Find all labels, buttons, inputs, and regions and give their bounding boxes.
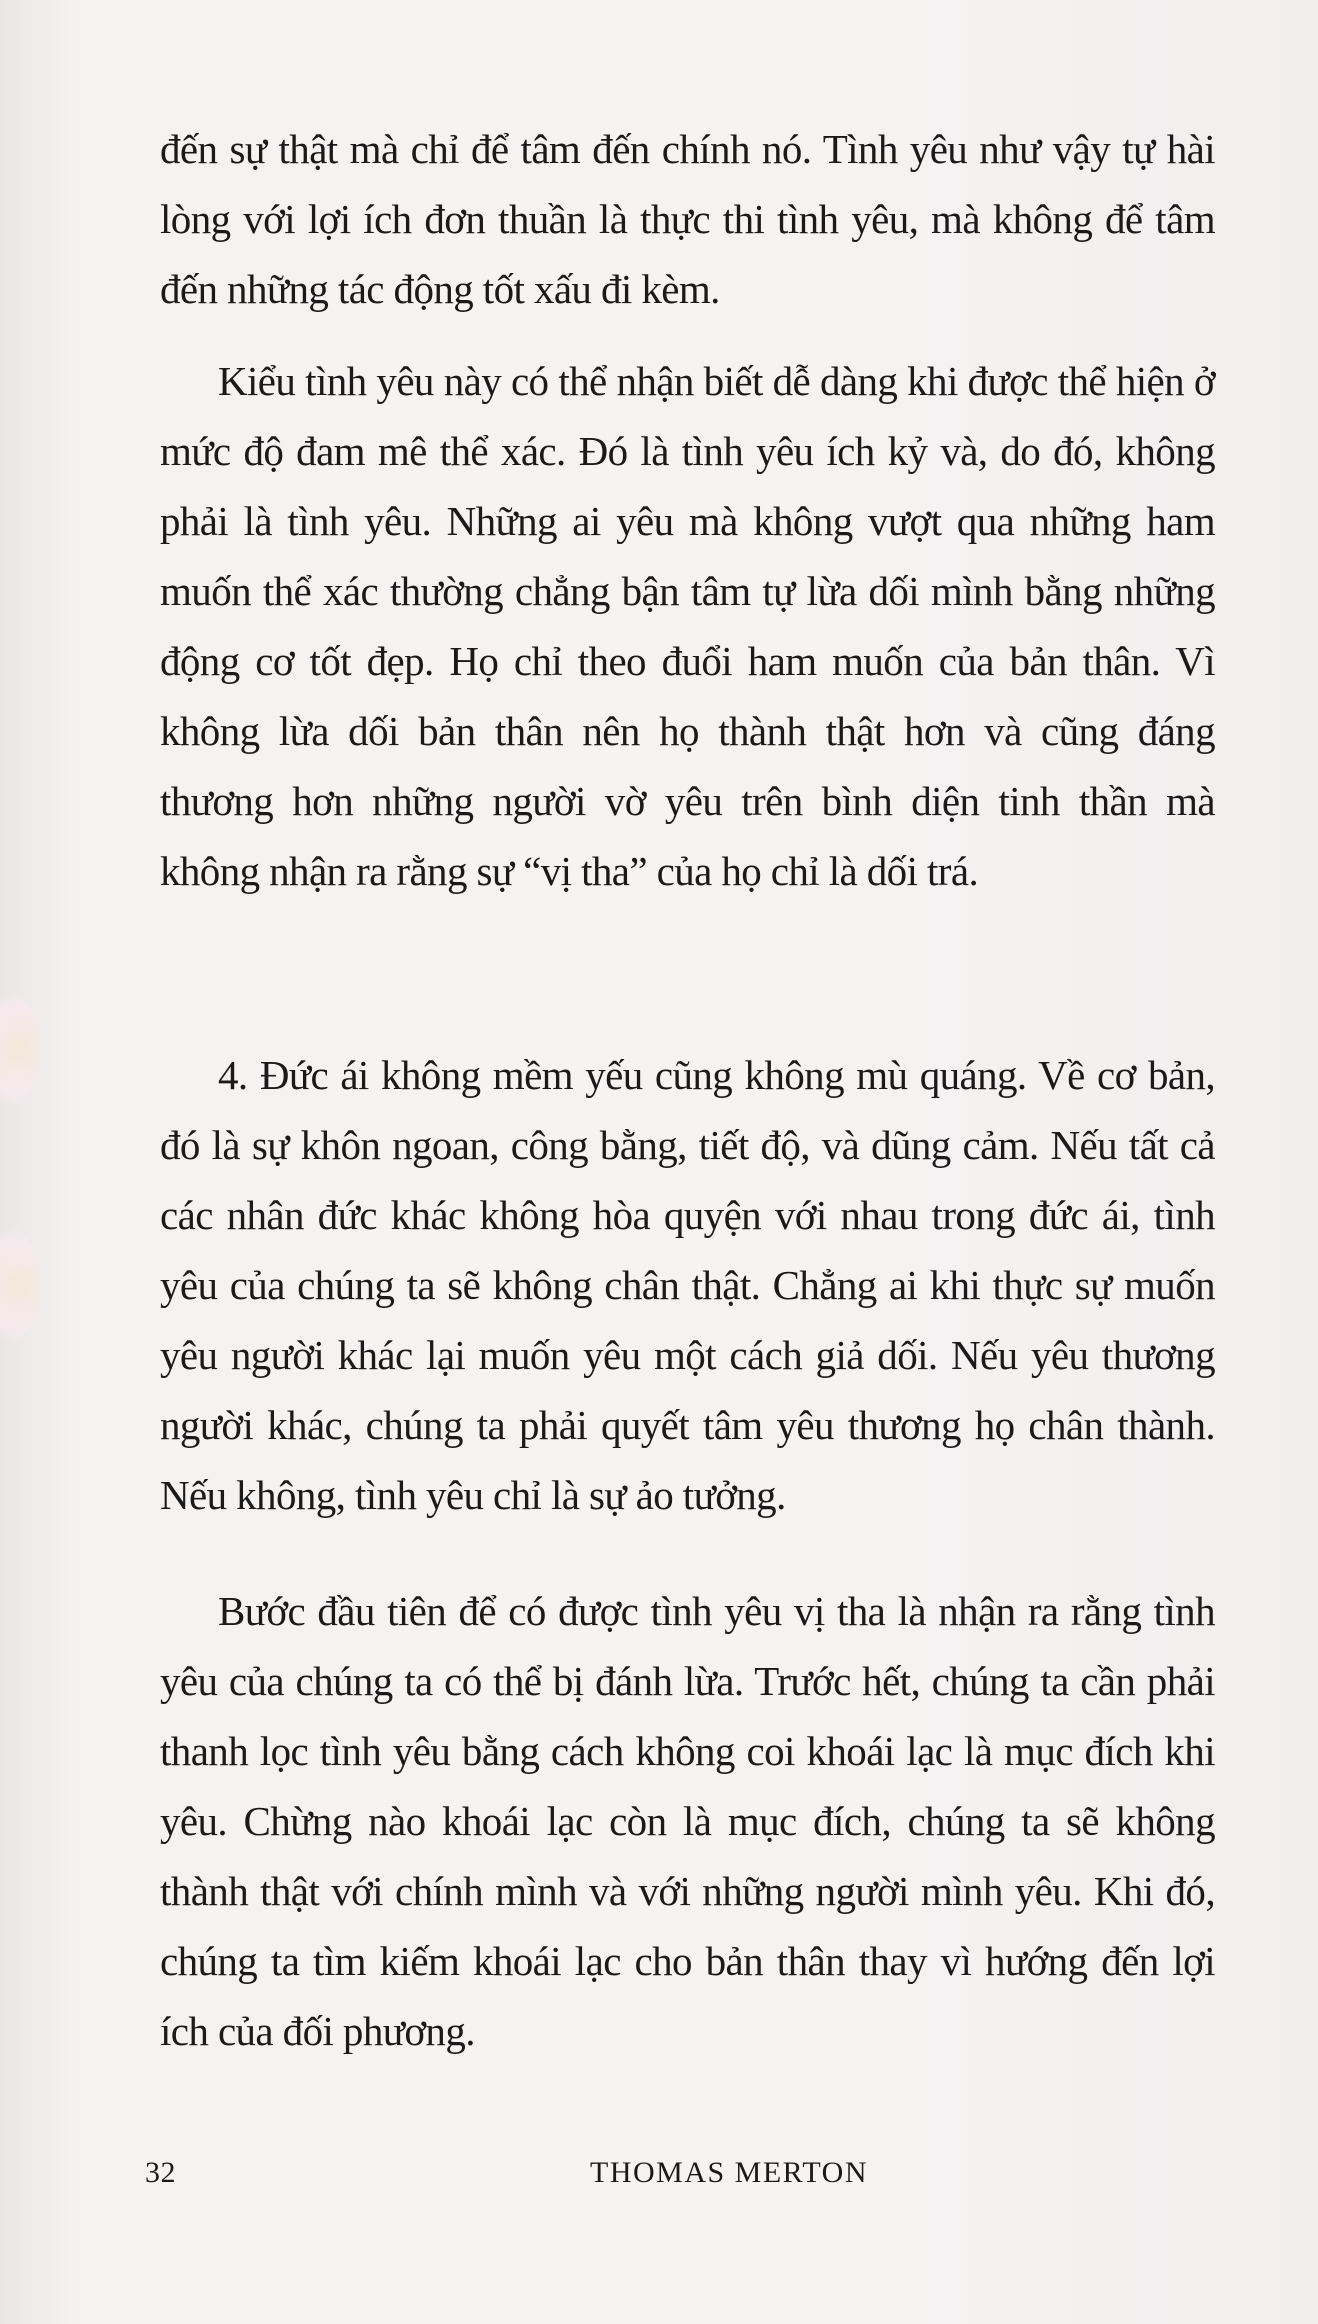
- page-number: 32: [145, 2156, 176, 2189]
- page-footer: [145, 2156, 1205, 2196]
- paragraph-first-step: [160, 1576, 1215, 2066]
- page-edge-stain: [0, 990, 40, 1110]
- paragraph-continuation: [160, 114, 1215, 324]
- paragraph-selfish-love: [160, 346, 1215, 906]
- paragraph-text: đến sự thật mà chỉ để tâm đến chính nó. Tình yêu như vậy tự hài lòng với lợi ích đơn thuần là thực thi tình yêu, mà không để tâm đến những tác động tốt xấu đi kèm.: [160, 126, 1215, 312]
- paragraph-text: Bước đầu tiên để có được tình yêu vị tha là nhận ra rằng tình yêu của chúng ta có thể bị đánh lừa. Trước hết, chúng ta cần phải thanh lọc tình yêu bằng cách không coi khoái lạc là mục đích khi yêu. Chừng nào khoái lạc còn là mục đích, chúng ta sẽ không thành thật với chính mình và với những người mình yêu. Khi đó, chúng ta tìm kiếm khoái lạc cho bản thân thay vì hướng đến lợi ích của đối phương.: [160, 1588, 1215, 2054]
- page-edge-stain: [0, 1225, 40, 1345]
- running-head-author: THOMAS MERTON: [590, 2156, 869, 2189]
- paragraph-text: Kiểu tình yêu này có thể nhận biết dễ dàng khi được thể hiện ở mức độ đam mê thể xác. Đó là tình yêu ích kỷ và, do đó, không phải là tình yêu. Những ai yêu mà không vượt qua những ham muốn thể xác thường chẳng bận tâm tự lừa dối mình bằng những động cơ tốt đẹp. Họ chỉ theo đuổi ham muốn của bản thân. Vì không lừa dối bản thân nên họ thành thật hơn và cũng đáng thương hơn những người vờ yêu trên bình diện tinh thần mà không nhận ra rằng sự “vị tha” của họ chỉ là dối trá.: [160, 358, 1215, 894]
- paragraph-text: 4. Đức ái không mềm yếu cũng không mù quáng. Về cơ bản, đó là sự khôn ngoan, công bằng, tiết độ, và dũng cảm. Nếu tất cả các nhân đức khác không hòa quyện với nhau trong đức ái, tình yêu của chúng ta sẽ không chân thật. Chẳng ai khi thực sự muốn yêu người khác lại muốn yêu một cách giả dối. Nếu yêu thương người khác, chúng ta phải quyết tâm yêu thương họ chân thành. Nếu không, tình yêu chỉ là sự ảo tưởng.: [160, 1052, 1215, 1518]
- paragraph-charity-point-4: [160, 1040, 1215, 1530]
